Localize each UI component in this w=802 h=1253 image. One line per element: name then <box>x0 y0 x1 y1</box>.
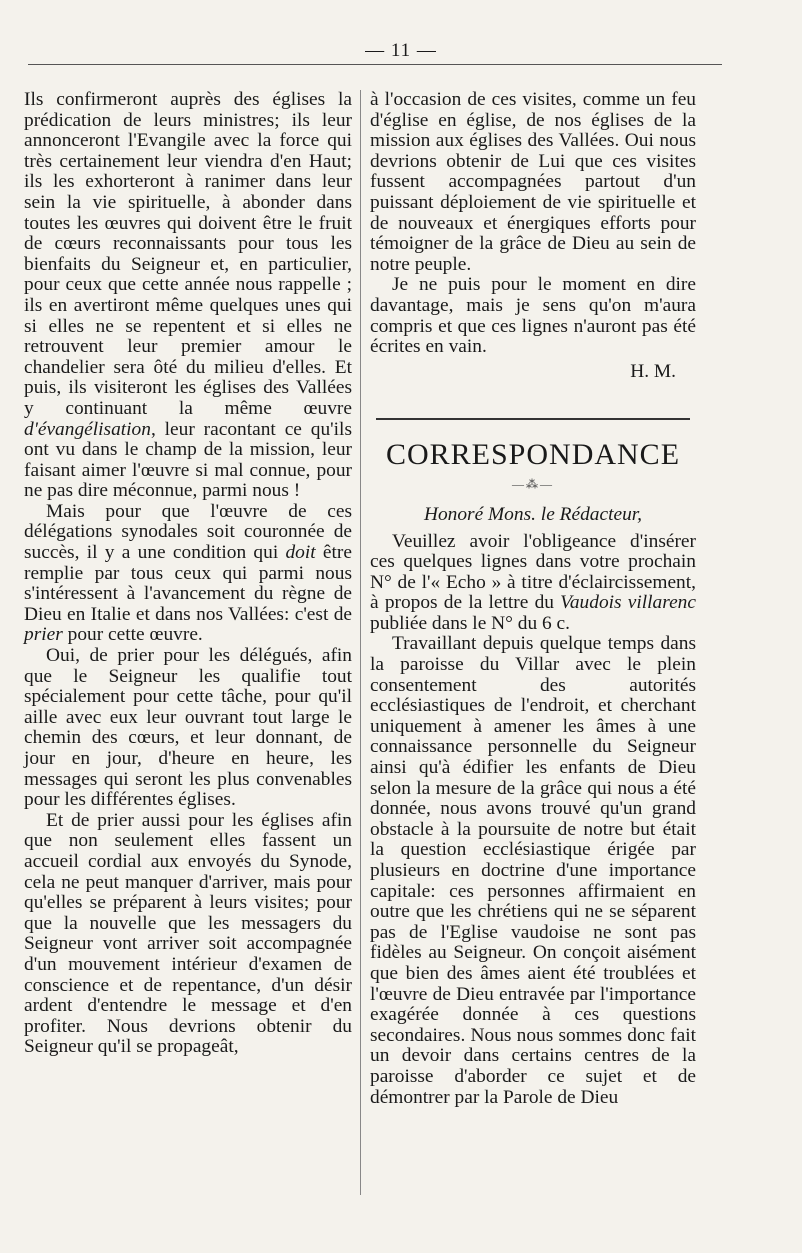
page-number: — 11 — <box>365 40 437 61</box>
signature: H. M. <box>630 360 676 382</box>
header-rule <box>28 64 722 65</box>
paragraph: à l'occasion de ces visites, comme un feu d'église en église, de nos églises de la mission aux églises des Vallées. Oui nous devrions obtenir de Lui que ces visites fussent accompagnées partout d'un puissant déploiement de vie spirituelle et de nouveaux et énergiques efforts pour témoigner de la grâce de Dieu au sein de notre peuple. <box>370 89 696 275</box>
ornament-divider: —⁂— <box>512 477 554 492</box>
paragraph: Veuillez avoir l'obligeance d'insérer ces quelques lignes dans votre prochain N° de l'« Echo » à titre d'éclaircissement, à propos de la lettre du Vaudois villarenc publiée dans le N° du 6 c. <box>370 530 696 634</box>
paragraph: Je ne puis pour le moment en dire davantage, mais je sens qu'on m'aura compris et que ces lignes n'auront pas été écrites en vain. <box>370 274 696 358</box>
left-column <box>24 90 352 1058</box>
salutation: Honoré Mons. le Rédacteur, <box>423 503 643 525</box>
paragraph: Oui, de prier pour les délégués, afin que le Seigneur les qualifie tout spécialement pour cette tâche, pour qu'il aille avec eux leur ouvrant tout large le chemin des cœurs, et leur donnant, de jour en jour, d'heure en heure, les messages qui seront les plus convenables pour les différentes églises. <box>24 645 352 811</box>
right-column <box>370 90 696 1108</box>
paragraph: Et de prier aussi pour les églises afin que non seulement elles fassent un accueil cordial aux envoyés du Synode, cela ne peut manquer d'arriver, mais pour qu'elles se préparent à leurs visites; pour que la nouvelle que les messagers du Seigneur vont arriver soit accompagnée d'un mouvement intérieur d'examen de conscience et de repentance, d'un désir ardent d'entendre le message et d'en profiter. Nous devrions obtenir du Seigneur qu'il se propageât, <box>24 809 352 1058</box>
section-separator <box>376 418 690 420</box>
section-title: CORRESPONDANCE <box>385 438 681 472</box>
paragraph: Ils confirmeront auprès des églises la prédication de leurs ministres; ils leur annonceront l'Evangile avec la force qui très certainement leur viendra d'en Haut; ils les exhorteront à ranimer dans leur sein la vie spirituelle, à abonder dans toutes les œuvres qui doivent être le fruit de cœurs reconnaissants pour tous les bienfaits du Seigneur et, en particulier, pour ceux que cette année nous rappelle ; ils en avertiront même quelques unes qui si elles ne se repentent et si elles ne retrouvent leur premier amour le chandelier sera ôté du milieu d'elles. Et puis, ils visiteront les églises des Vallées y continuant la même œuvre d'évangélisation, leur racontant ce qu'ils ont vu dans le champ de la mission, leur faisant aimer l'œuvre si mal connue, pour ne pas dire méconnue, parmi nous ! <box>24 89 352 502</box>
paragraph: Mais pour que l'œuvre de ces délégations synodales soit couronnée de succès, il y a une condition qui doit être remplie par tous ceux qui parmi nous s'intéressent à l'avancement du règne de Dieu en Italie et dans nos Vallées: c'est de prier pour cette œuvre. <box>24 500 352 646</box>
paragraph: Travaillant depuis quelque temps dans la paroisse du Villar avec le plein consentement des autorités ecclésiastiques de l'endroit, et cherchant uniquement à amener les âmes à une connaissance personnelle du Seigneur ainsi qu'à édifier les enfants de Dieu selon la mesure de la grâce qui nous a été donnée, nous avons trouvé qu'un grand obstacle à la poursuite de notre but était la question ecclésiastique érigée par plusieurs en doctrine d'une importance capitale: ces personnes affirmaient en outre que les chrétiens qui ne se séparent pas de l'Eglise vaudoise ne sont pas fidèles au Seigneur. On conçoit aisément que bien des âmes aient été troublées et l'œuvre de Dieu entravée par l'importance exagérée donnée à ces questions secondaires. Nous nous sommes donc fait un devoir dans certains centres de la paroisse d'aborder ce sujet et de démontrer par la Parole de Dieu <box>370 633 696 1108</box>
column-divider <box>360 90 361 1195</box>
